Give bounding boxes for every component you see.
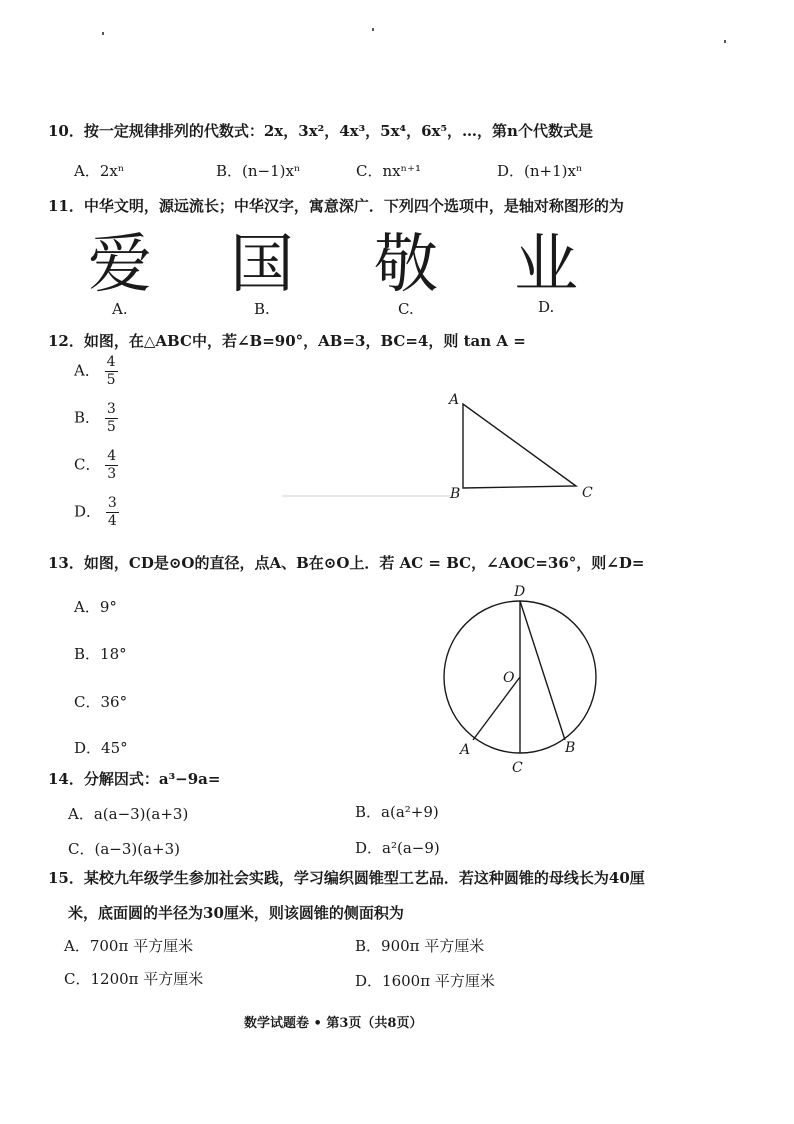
q12-option-d-denominator: 4 [107,513,117,529]
radius-oa [473,677,520,740]
q10-option-a: A．2xⁿ [74,162,125,180]
point-label-c: C [512,760,523,776]
chord-db [520,601,565,740]
q14-option-d: D．a²(a−9) [355,839,440,857]
q11-char-c: 敬 [374,228,438,302]
q14-stem: 14．分解因式：a³−9a= [48,770,221,788]
q15-option-d: D．1600π 平方厘米 [355,972,495,990]
q10-option-d: D．(n+1)xⁿ [497,162,583,180]
q13-option-a: A．9° [74,598,117,616]
q13-option-c: C．36° [74,693,128,711]
vertex-label-b: B [450,486,461,502]
q15-option-a: A．700π 平方厘米 [64,937,194,955]
q12-option-a-label: A． [74,361,100,380]
page-footer: 数学试题卷 • 第3页（共8页） [244,1016,423,1031]
vertex-label-c: C [582,485,593,501]
point-label-a: A [460,742,471,758]
q12-option-c-denominator: 3 [107,466,117,482]
q12-option-c-numerator: 4 [107,448,117,464]
q11-label-a: A. [112,300,128,318]
q10-stem: 10．按一定规律排列的代数式：2x，3x²，4x³，5x⁴，6x⁵，…，第n个代数式是 [48,122,593,140]
point-label-b: B [565,740,576,756]
point-label-d: D [514,584,526,600]
q12-option-b-label: B． [74,408,101,427]
q12-option-c-label: C． [74,455,101,474]
q12-option-a-numerator: 4 [106,354,116,370]
q15-option-b: B．900π 平方厘米 [355,937,485,955]
q12-option-a-denominator: 5 [106,372,116,388]
q13-stem-text: 13．如图，CD是⊙O的直径，点A、B在⊙O上．若 AC = BC，∠AOC=36°，则∠D= [48,554,645,572]
q14-option-a: A．a(a−3)(a+3) [68,805,189,823]
q11-char-d: 业 [514,228,578,302]
q13-option-b: B．18° [74,645,127,663]
point-label-o: O [503,670,515,686]
q11-stem: 11．中华文明，源远流长；中华汉字，寓意深广．下列四个选项中，是轴对称图形的为 [48,197,624,215]
q12-option-b-denominator: 5 [106,419,116,435]
q13-option-d: D．45° [74,739,128,757]
q14-option-c: C．(a−3)(a+3) [68,840,180,858]
q11-label-b: B. [254,300,270,318]
q15-stem-line1: 15．某校九年级学生参加社会实践，学习编织圆锥型工艺品．若这种圆锥的母线长为40厘 [48,869,645,887]
vertex-label-a: A [449,392,460,408]
q10-option-b: B．(n−1)xⁿ [216,162,301,180]
q12-option-d-numerator: 3 [107,495,117,511]
q11-char-b: 国 [230,228,294,302]
q10-option-c: C．nxⁿ⁺¹ [356,162,422,180]
q12-option-b-numerator: 3 [106,401,116,417]
q12-option-d-label: D． [74,502,102,521]
q15-stem-line2: 米，底面圆的半径为30厘米，则该圆锥的侧面积为 [68,904,404,922]
q11-label-c: C. [398,300,414,318]
q11-char-a: 爱 [88,228,152,302]
q14-option-b: B．a(a²+9) [355,803,439,821]
q15-option-c: C．1200π 平方厘米 [64,970,204,988]
q11-label-d: D. [538,298,555,316]
q12-stem: 12．如图，在△ABC中，若∠B=90°，AB=3，BC=4，则 tan A = [48,332,526,350]
